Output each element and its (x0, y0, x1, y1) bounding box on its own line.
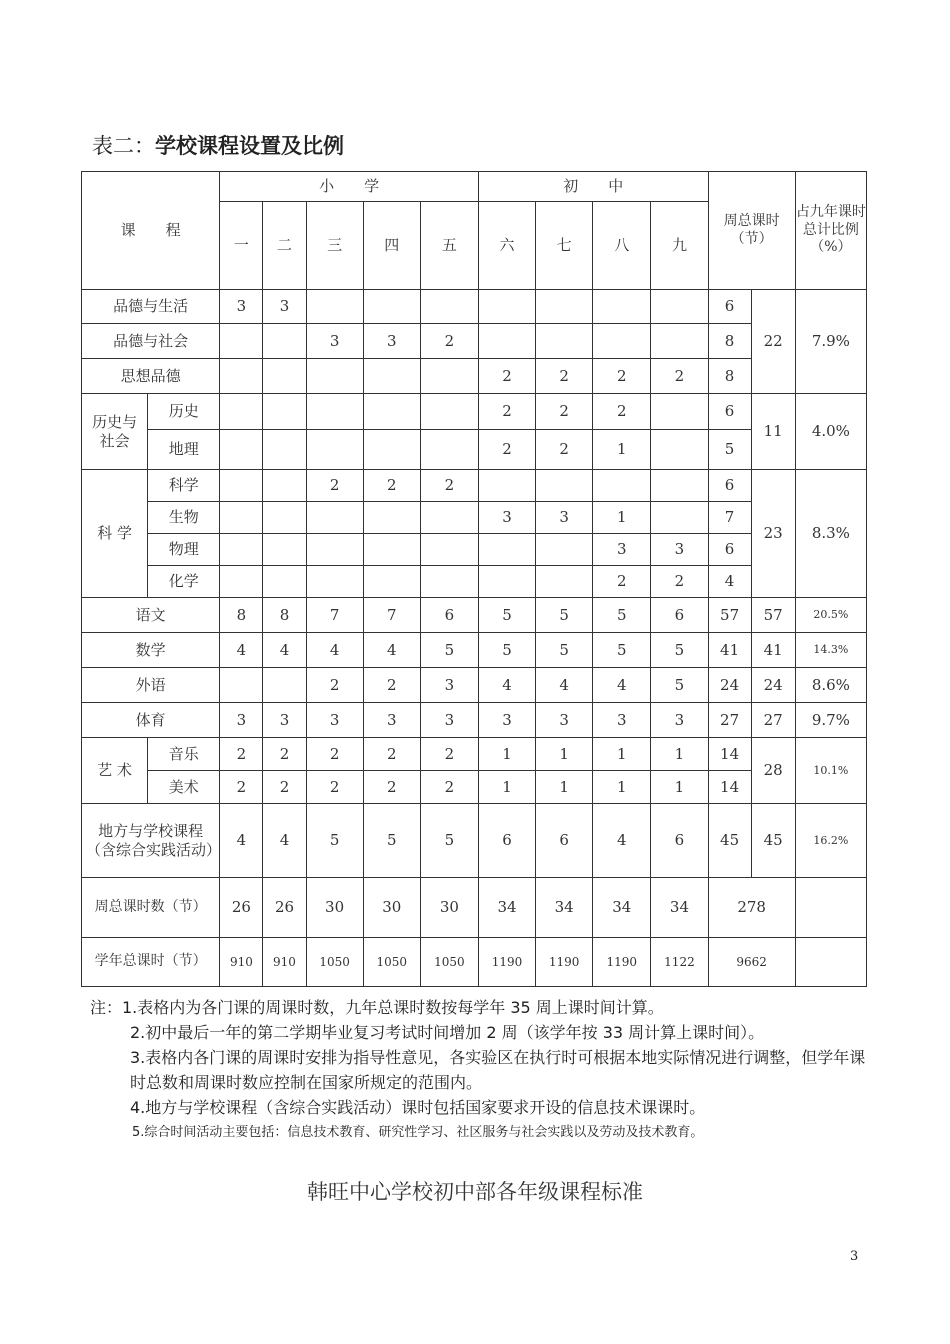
grade-cell: 4 (593, 668, 651, 703)
grade-cell (220, 359, 263, 394)
subject-label: 地方与学校课程（含综合实践活动） (82, 804, 220, 878)
table-title (92, 130, 344, 160)
grade-cell: 5 (593, 598, 651, 633)
ratio-cell (795, 878, 866, 938)
grade-cell (263, 668, 306, 703)
grade-cell (363, 394, 420, 430)
grade-cell: 2 (478, 394, 535, 430)
grade-cell: 3 (593, 534, 651, 566)
subject-label: 美术 (148, 771, 220, 804)
weekly-total-cell: 14 (708, 771, 751, 804)
grade-cell: 5 (536, 633, 593, 668)
grade-cell: 6 (478, 804, 535, 878)
grade-cell (306, 430, 363, 470)
weekly-total-cell: 6 (708, 470, 751, 502)
grade-cell: 2 (220, 771, 263, 804)
group-sum-cell: 41 (751, 633, 795, 668)
subject-label: 化学 (148, 566, 220, 598)
grade-cell (263, 566, 306, 598)
note-2: 2.初中最后一年的第二学期毕业复习考试时间增加 2 周（该学年按 33 周计算上课时间）。 (130, 1023, 765, 1042)
grade-cell: 2 (593, 394, 651, 430)
grade-cell: 2 (363, 668, 420, 703)
grade-cell: 1190 (593, 938, 651, 987)
grade-cell: 6 (651, 598, 708, 633)
grade-cell (420, 394, 478, 430)
header-junior: 初 中 (478, 172, 708, 202)
table-row (82, 598, 867, 633)
grade-cell (593, 290, 651, 324)
grade-cell: 1190 (478, 938, 535, 987)
grade-cell (478, 470, 535, 502)
weekly-total-cell: 6 (708, 290, 751, 324)
grade-cell: 3 (478, 703, 535, 738)
weekly-total-cell: 6 (708, 534, 751, 566)
table-row (82, 534, 867, 566)
grade-cell: 4 (536, 668, 593, 703)
subject-label: 品德与社会 (82, 324, 220, 359)
table-row (82, 172, 867, 202)
header-grade: 九 (651, 202, 708, 290)
header-grade: 二 (263, 202, 306, 290)
grade-cell: 1 (593, 430, 651, 470)
grade-cell: 2 (651, 359, 708, 394)
subject-label: 体育 (82, 703, 220, 738)
subject-label: 学年总课时（节） (82, 938, 220, 987)
grade-cell: 2 (536, 359, 593, 394)
grade-cell: 5 (593, 633, 651, 668)
weekly-total-cell: 8 (708, 359, 751, 394)
grade-cell (363, 359, 420, 394)
grade-cell (651, 324, 708, 359)
weekly-total-cell: 7 (708, 502, 751, 534)
grade-cell (220, 324, 263, 359)
grade-cell: 3 (478, 502, 535, 534)
grade-cell (420, 566, 478, 598)
subject-label: 思想品德 (82, 359, 220, 394)
grade-cell: 26 (220, 878, 263, 938)
grade-cell (220, 394, 263, 430)
notes (90, 995, 870, 1145)
header-weekly-total: 周总课时（节） (708, 172, 795, 290)
table-row (82, 633, 867, 668)
grade-cell: 2 (363, 738, 420, 771)
grade-cell: 1 (478, 771, 535, 804)
grade-cell: 5 (420, 633, 478, 668)
grade-cell (536, 324, 593, 359)
grade-cell: 2 (263, 771, 306, 804)
note-3: 3.表格内各门课的周课时安排为指导性意见，各实验区在执行时可根据本地实际情况进行调整，但学年课时总数和周课时数应控制在国家所规定的范围内。 (130, 1048, 866, 1092)
grade-cell (363, 430, 420, 470)
grade-cell: 30 (306, 878, 363, 938)
group-label: 历史与社会 (82, 394, 148, 470)
ratio-cell: 8.3% (795, 470, 866, 598)
subject-label: 地理 (148, 430, 220, 470)
grade-cell: 3 (263, 703, 306, 738)
grade-cell: 4 (478, 668, 535, 703)
grade-cell: 1050 (363, 938, 420, 987)
grade-cell: 6 (420, 598, 478, 633)
subject-label: 外语 (82, 668, 220, 703)
grade-cell (220, 502, 263, 534)
grade-cell (651, 394, 708, 430)
grade-cell (306, 394, 363, 430)
table-row (82, 668, 867, 703)
table-row (82, 324, 867, 359)
subject-label: 数学 (82, 633, 220, 668)
header-grade: 一 (220, 202, 263, 290)
grade-cell (263, 324, 306, 359)
table-row (82, 938, 867, 987)
grade-cell: 2 (478, 430, 535, 470)
table-row (82, 804, 867, 878)
subject-label: 科学 (148, 470, 220, 502)
ratio-cell (795, 938, 866, 987)
ratio-cell: 10.1% (795, 738, 866, 804)
grade-cell (651, 290, 708, 324)
grade-cell: 5 (363, 804, 420, 878)
subject-label: 音乐 (148, 738, 220, 771)
grade-cell: 2 (593, 359, 651, 394)
note-5: 5.综合时间活动主要包括：信息技术教育、研究性学习、社区服务与社会实践以及劳动及技术教育。 (132, 1125, 704, 1140)
grade-cell: 34 (478, 878, 535, 938)
grade-cell (651, 502, 708, 534)
grade-cell: 2 (536, 394, 593, 430)
group-sum-cell: 11 (751, 394, 795, 470)
grade-cell (306, 290, 363, 324)
grade-cell: 2 (306, 668, 363, 703)
grade-cell: 7 (363, 598, 420, 633)
grade-cell: 8 (220, 598, 263, 633)
grade-cell (651, 430, 708, 470)
grade-cell (363, 566, 420, 598)
grade-cell: 4 (263, 804, 306, 878)
group-sum-cell: 57 (751, 598, 795, 633)
grade-cell: 3 (263, 290, 306, 324)
grade-cell: 1 (593, 738, 651, 771)
header-grade: 三 (306, 202, 363, 290)
grade-cell (363, 502, 420, 534)
grade-cell (263, 534, 306, 566)
grade-cell: 3 (306, 703, 363, 738)
table-title-main: 学校课程设置及比例 (155, 134, 344, 158)
grade-cell: 1122 (651, 938, 708, 987)
note-4: 4.地方与学校课程（含综合实践活动）课时包括国家要求开设的信息技术课课时。 (130, 1098, 706, 1117)
header-grade: 八 (593, 202, 651, 290)
weekly-total-cell: 278 (708, 878, 795, 938)
grade-cell: 8 (263, 598, 306, 633)
grade-cell (263, 394, 306, 430)
grade-cell: 1 (536, 738, 593, 771)
grade-cell (220, 430, 263, 470)
subject-label: 语文 (82, 598, 220, 633)
grade-cell: 5 (478, 633, 535, 668)
grade-cell (536, 290, 593, 324)
grade-cell (651, 470, 708, 502)
grade-cell: 7 (306, 598, 363, 633)
table-row (82, 394, 867, 430)
ratio-cell: 16.2% (795, 804, 866, 878)
grade-cell (363, 534, 420, 566)
table-row (82, 359, 867, 394)
subject-label: 物理 (148, 534, 220, 566)
subject-label: 周总课时数（节） (82, 878, 220, 938)
page-number: 3 (850, 1249, 859, 1264)
grade-cell: 3 (651, 534, 708, 566)
grade-cell (478, 290, 535, 324)
grade-cell (220, 534, 263, 566)
ratio-cell: 4.0% (795, 394, 866, 470)
grade-cell: 2 (263, 738, 306, 771)
weekly-total-cell: 9662 (708, 938, 795, 987)
grade-cell: 1 (593, 502, 651, 534)
grade-cell (306, 566, 363, 598)
grade-cell (420, 430, 478, 470)
grade-cell: 3 (306, 324, 363, 359)
grade-cell: 3 (651, 703, 708, 738)
grade-cell: 910 (220, 938, 263, 987)
grade-cell: 3 (536, 703, 593, 738)
grade-cell (363, 290, 420, 324)
table-row (82, 738, 867, 771)
grade-cell: 3 (420, 703, 478, 738)
grade-cell: 34 (651, 878, 708, 938)
grade-cell: 3 (536, 502, 593, 534)
table-row (82, 430, 867, 470)
grade-cell: 1050 (420, 938, 478, 987)
ratio-cell: 9.7% (795, 703, 866, 738)
grade-cell: 2 (536, 430, 593, 470)
weekly-total-cell: 4 (708, 566, 751, 598)
group-label: 艺 术 (82, 738, 148, 804)
grade-cell: 1 (478, 738, 535, 771)
group-sum-cell: 27 (751, 703, 795, 738)
table-row (82, 566, 867, 598)
grade-cell: 4 (306, 633, 363, 668)
grade-cell: 2 (420, 324, 478, 359)
grade-cell: 3 (420, 668, 478, 703)
group-label: 科 学 (82, 470, 148, 598)
weekly-total-cell: 6 (708, 394, 751, 430)
grade-cell: 3 (220, 703, 263, 738)
grade-cell: 2 (363, 771, 420, 804)
weekly-total-cell: 24 (708, 668, 751, 703)
table-row (82, 470, 867, 502)
weekly-total-cell: 14 (708, 738, 751, 771)
curriculum-table (81, 171, 867, 987)
grade-cell (306, 502, 363, 534)
grade-cell (536, 534, 593, 566)
footer-title: 韩旺中心学校初中部各年级课程标准 (307, 1180, 643, 1204)
group-sum-cell: 28 (751, 738, 795, 804)
weekly-total-cell: 27 (708, 703, 751, 738)
grade-cell: 3 (220, 290, 263, 324)
table-row (82, 703, 867, 738)
header-grade: 五 (420, 202, 478, 290)
header-grade: 六 (478, 202, 535, 290)
grade-cell: 2 (363, 470, 420, 502)
ratio-cell: 20.5% (795, 598, 866, 633)
grade-cell: 2 (420, 738, 478, 771)
grade-cell: 34 (536, 878, 593, 938)
grade-cell (593, 470, 651, 502)
table-row (82, 290, 867, 324)
grade-cell (420, 502, 478, 534)
grade-cell: 2 (306, 738, 363, 771)
subject-label: 生物 (148, 502, 220, 534)
grade-cell: 4 (263, 633, 306, 668)
weekly-total-cell: 41 (708, 633, 751, 668)
header-course: 课 程 (82, 172, 220, 290)
grade-cell: 910 (263, 938, 306, 987)
grade-cell: 30 (420, 878, 478, 938)
header-primary: 小 学 (220, 172, 479, 202)
grade-cell: 2 (478, 359, 535, 394)
group-sum-cell: 24 (751, 668, 795, 703)
grade-cell (478, 566, 535, 598)
grade-cell: 5 (651, 633, 708, 668)
grade-cell (220, 668, 263, 703)
table-row (82, 502, 867, 534)
subject-label: 历史 (148, 394, 220, 430)
grade-cell: 5 (420, 804, 478, 878)
grade-cell: 2 (220, 738, 263, 771)
weekly-total-cell: 8 (708, 324, 751, 359)
grade-cell: 1 (593, 771, 651, 804)
table-title-lead: 表二： (92, 134, 155, 158)
grade-cell (306, 359, 363, 394)
grade-cell (306, 534, 363, 566)
grade-cell: 3 (593, 703, 651, 738)
grade-cell: 2 (306, 470, 363, 502)
grade-cell: 5 (306, 804, 363, 878)
grade-cell: 30 (363, 878, 420, 938)
grade-cell: 2 (306, 771, 363, 804)
grade-cell: 3 (363, 703, 420, 738)
grade-cell (536, 470, 593, 502)
grade-cell: 26 (263, 878, 306, 938)
grade-cell (220, 566, 263, 598)
grade-cell: 34 (593, 878, 651, 938)
weekly-total-cell: 5 (708, 430, 751, 470)
grade-cell (220, 470, 263, 502)
grade-cell (263, 502, 306, 534)
grade-cell (478, 534, 535, 566)
grade-cell (420, 534, 478, 566)
grade-cell: 2 (651, 566, 708, 598)
table-row (82, 878, 867, 938)
grade-cell: 4 (593, 804, 651, 878)
grade-cell: 6 (651, 804, 708, 878)
ratio-cell: 7.9% (795, 290, 866, 394)
grade-cell (593, 324, 651, 359)
grade-cell: 2 (593, 566, 651, 598)
note-1: 注：1.表格内为各门课的周课时数，九年总课时数按每学年 35 周上课时间计算。 (90, 998, 664, 1017)
grade-cell: 5 (478, 598, 535, 633)
subject-label: 品德与生活 (82, 290, 220, 324)
grade-cell: 1190 (536, 938, 593, 987)
grade-cell (420, 290, 478, 324)
group-sum-cell: 45 (751, 804, 795, 878)
grade-cell (263, 430, 306, 470)
header-grade: 四 (363, 202, 420, 290)
grade-cell (536, 566, 593, 598)
grade-cell: 6 (536, 804, 593, 878)
grade-cell (263, 470, 306, 502)
grade-cell: 1 (536, 771, 593, 804)
grade-cell: 3 (363, 324, 420, 359)
weekly-total-cell: 57 (708, 598, 751, 633)
group-sum-cell: 22 (751, 290, 795, 394)
grade-cell: 1 (651, 771, 708, 804)
grade-cell: 4 (220, 633, 263, 668)
ratio-cell: 8.6% (795, 668, 866, 703)
grade-cell: 4 (220, 804, 263, 878)
grade-cell: 2 (420, 470, 478, 502)
grade-cell (478, 324, 535, 359)
weekly-total-cell: 45 (708, 804, 751, 878)
grade-cell: 2 (420, 771, 478, 804)
group-sum-cell: 23 (751, 470, 795, 598)
table-row (82, 771, 867, 804)
grade-cell: 4 (363, 633, 420, 668)
header-grade: 七 (536, 202, 593, 290)
ratio-cell: 14.3% (795, 633, 866, 668)
header-ratio: 占九年课时总计比例（%） (795, 172, 866, 290)
grade-cell: 1 (651, 738, 708, 771)
grade-cell (263, 359, 306, 394)
grade-cell: 5 (651, 668, 708, 703)
grade-cell: 5 (536, 598, 593, 633)
grade-cell: 1050 (306, 938, 363, 987)
grade-cell (420, 359, 478, 394)
